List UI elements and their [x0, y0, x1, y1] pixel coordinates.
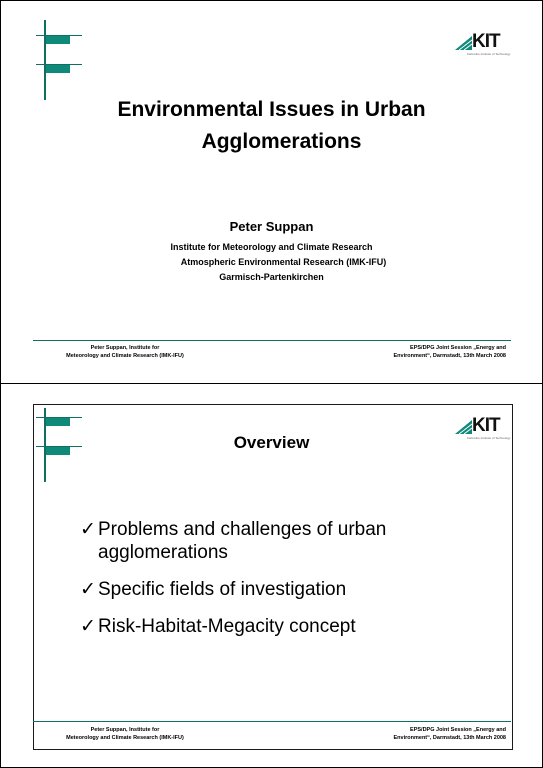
affiliation-line-2: Atmospheric Environmental Research (IMK-IFU)	[180, 257, 387, 267]
slide1-footer-line	[33, 340, 511, 341]
slide2-footer-right	[330, 726, 506, 742]
overview-title: Overview	[233, 433, 310, 452]
slide1-footer-right-line2: Environment“, Darmstadt, 13th March 2008	[393, 353, 506, 359]
slide1-footer-left-line2: Meteorology and Climate Research (IMK-IFU)	[66, 353, 184, 359]
checkmark-icon: ✓	[80, 579, 96, 600]
bullet-item	[80, 615, 460, 638]
checkmark-icon: ✓	[80, 519, 96, 540]
bullet-item	[80, 578, 460, 601]
slide2-footer-right-line1: EPS/DPG Joint Session „Energy and	[410, 727, 506, 733]
kit-logo	[455, 31, 511, 58]
kit-logo-icon	[455, 34, 473, 52]
slide1-footer-left	[40, 344, 210, 360]
slide1-title-line1: Environmental Issues in Urban	[117, 98, 426, 121]
overview-bullet-list	[80, 518, 460, 652]
slide1-footer-left-line1: Peter Suppan, Institute for	[90, 345, 160, 351]
kit-logo-tagline: Karlsruhe Institute of Technology	[467, 52, 511, 56]
slide2-footer-left	[40, 726, 210, 742]
author-block	[0, 219, 543, 285]
bullet-text: Problems and challenges of urban agglomerations	[98, 519, 387, 563]
slide1-title-line2: Agglomerations	[201, 130, 362, 153]
slide2-footer-right-line2: Environment“, Darmstadt, 13th March 2008	[393, 735, 506, 741]
bullet-item	[80, 518, 460, 564]
kit-logo-text: KIT	[472, 31, 500, 52]
kit-logo-tagline: Karlsruhe Institute of Technology	[467, 436, 511, 440]
checkmark-icon: ✓	[80, 616, 96, 637]
author-name: Peter Suppan	[229, 219, 314, 234]
slide1-footer-right	[330, 344, 506, 360]
affiliation-line-3: Garmisch-Partenkirchen	[219, 272, 324, 282]
slide2-footer-left-line1: Peter Suppan, Institute for	[90, 727, 160, 733]
bullet-text: Risk-Habitat-Megacity concept	[98, 616, 356, 637]
kit-logo-text: KIT	[472, 415, 500, 436]
slide2-footer-line	[33, 721, 511, 722]
slide1-title	[0, 94, 543, 158]
affiliation-line-1: Institute for Meteorology and Climate Research	[170, 242, 373, 252]
bullet-text: Specific fields of investigation	[98, 579, 347, 600]
slide1-footer-right-line1: EPS/DPG Joint Session „Energy and	[410, 345, 506, 351]
page-divider	[0, 383, 543, 384]
slide2-footer-left-line2: Meteorology and Climate Research (IMK-IFU)	[66, 735, 184, 741]
